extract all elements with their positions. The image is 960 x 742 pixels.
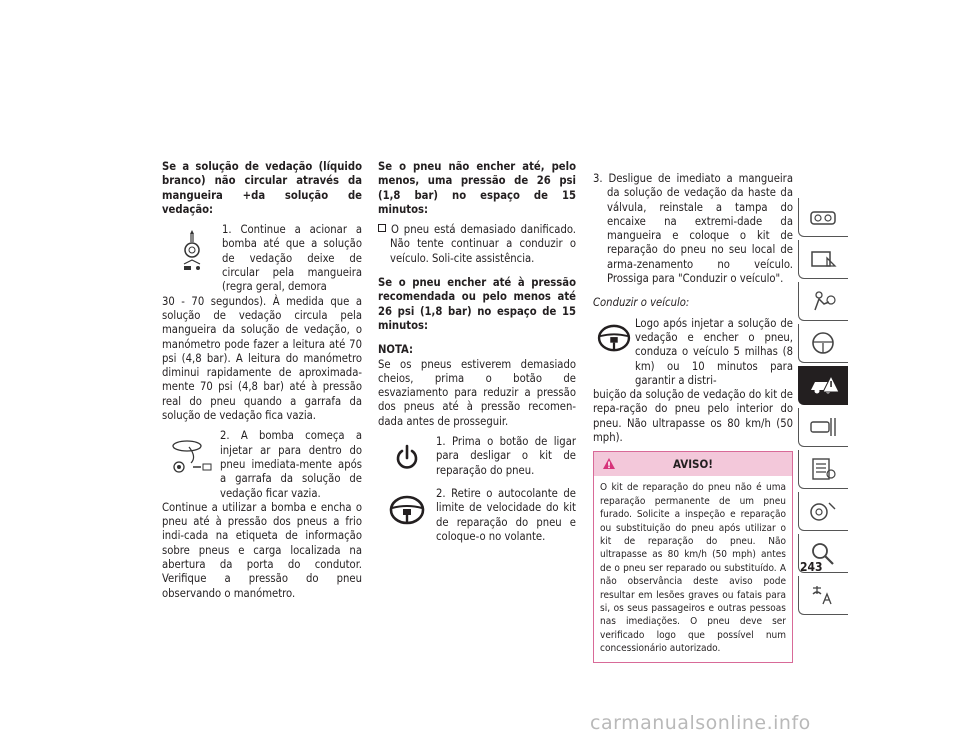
tab-safety[interactable] bbox=[798, 282, 848, 321]
language-icon bbox=[807, 582, 839, 608]
note-text: Se os pneus estiverem demasiado cheios, prima o botão de esvaziamento para reduzir a pressão dos pneus até à pressão recomen-dada antes de prosseguir. bbox=[378, 357, 576, 428]
col1-step2: 2. A bomba começa a injetar ar para dentro do pneu imediata-mente após a garrafa da solução de vedação ficar vazia. bbox=[162, 429, 362, 500]
column-1: Se a solução de vedação (líquido branco) não circular através da mangueira +da solução de vedação: 1. Continue a acionar a bomba até que a solução de vedação deixe de circular pela mangueira (regra geral, demora 30 - 70 segundos). À medida que a solução de vedação circula pela mangueira da solução de vedação, o manómetro pode fazer a leitura até 70 psi (4,8 bar). A leitura do manómetro diminui rapidamente de aproximada-mente 70 psi (4,8 bar) até à pressão real do pneu quando a garrafa da solução de vedação fica vazia. 2. A bomba começa a injetar ar para dentro do pneu imediata-mente após a garrafa da solução de vedação ficar vazia. Continue a utilizar a bomba e encha o pneu até à pressão dos pneus a frio indi-cada na etiqueta de informação sobre pneus e carga localizada na abertura da porta do condutor. Verifique a pressão do pneu observando o manómetro. bbox=[162, 160, 362, 600]
warning-header bbox=[594, 452, 792, 476]
steering-wheel-icon bbox=[593, 317, 635, 359]
multimedia-icon bbox=[807, 498, 839, 524]
warning-triangle-icon bbox=[602, 457, 616, 470]
chapter-tabs bbox=[798, 198, 848, 618]
search-icon bbox=[807, 540, 839, 566]
maintenance-list-icon bbox=[807, 456, 839, 482]
col1-step1: 1. Continue a acionar a bomba até que a solução de vedação deixe de circular pela mangueira (regra geral, demora bbox=[162, 223, 362, 294]
warning-lights-icon bbox=[807, 246, 839, 272]
tab-search[interactable] bbox=[798, 534, 848, 573]
page-number: 243 bbox=[800, 560, 823, 574]
steering-wheel-icon bbox=[807, 330, 839, 356]
power-button-icon bbox=[378, 435, 436, 481]
col2-heading-2: Se o pneu encher até à pressão recomendada ou pelo menos até 26 psi (1,8 bar) no espaço de 15 minutos: bbox=[378, 276, 576, 332]
tab-emergency[interactable] bbox=[798, 366, 848, 405]
tab-steering[interactable] bbox=[798, 324, 848, 363]
warning-title: AVISO! bbox=[672, 457, 714, 472]
bullet-square-icon bbox=[378, 224, 386, 232]
col2-step1: 1. Prima o botão de ligar para desligar o kit de reparação do pneu. bbox=[378, 435, 576, 481]
column-3: 3. Desligue de imediato a mangueira da solução de vedação da haste da válvula, reinstale a tampa do encaixe na extremi-dade da mangueira e coloque o kit de reparação do pneu no seu local de arma-zenamento no veículo. Prossiga para "Conduzir o veículo". Conduzir o veículo: Logo após injetar a solução de vedação e encher o pneu, conduza o veículo 5 milhas (8 km) ou 10 minutos para garantir a distri- buição da solução de vedação do kit de repa-ração do pneu pelo interior do pneu. Não ultrapasse os 80 km/h (50 mph). AVISO! O kit de reparação do pneu não é uma reparação permanente de um pneu furado. Solicite a inspeção e reparação ou substituição do pneu após utilizar o kit de reparação do pneu. Não ultrapasse as 80 km/h (50 mph) antes de o pneu ser reparado ou substituído. A não observância deste aviso pode resultar em lesões graves ou fatais para si, os seus passageiros e outras pessoas nas imediações. O pneu deve ser verificado logo que possível num concessionário autorizado. bbox=[593, 160, 793, 663]
col1-heading: Se a solução de vedação (líquido branco) não circular através da mangueira +da solução de vedação: bbox=[162, 160, 362, 216]
tab-language[interactable] bbox=[798, 576, 848, 615]
pump-air-icon bbox=[162, 429, 220, 485]
car-dashboard-icon bbox=[807, 204, 839, 230]
warning-text: O kit de reparação do pneu não é uma reparação permanente de um pneu furado. Solicite a inspeção e reparação ou substituição do pneu após utilizar o kit de reparação do pneu. Não ultrapasse as 80 km/h (50 mph) antes de o pneu ser reparado ou substituído. A não observância deste aviso pode resultar em lesões graves ou fatais para si, os seus passageiros e outras pessoas nas imediações. O pneu deve ser verificado logo que possível num concessionário autorizado. bbox=[600, 482, 786, 655]
tab-car-dashboard[interactable] bbox=[798, 198, 848, 237]
column-2 bbox=[378, 160, 576, 544]
steering-wheel-icon bbox=[378, 487, 436, 533]
watermark: carmanualsonline.info bbox=[590, 712, 811, 734]
pump-sealant-icon bbox=[162, 223, 222, 279]
warning-box bbox=[593, 451, 793, 662]
col3-step3: 3. Desligue de imediato a mangueira da solução de vedação da haste da válvula, reinstale a tampa do encaixe na extremi-dade da mangueira e coloque o kit de reparação do pneu no seu local de arma-zenamento no veículo. Prossiga para "Conduzir o veículo". bbox=[593, 172, 793, 286]
tab-maintenance[interactable] bbox=[798, 450, 848, 489]
col2-bullet: O pneu está demasiado danificado. Não tente continuar a conduzir o veículo. Soli-cite assistência. bbox=[378, 223, 576, 266]
emergency-icon bbox=[807, 372, 841, 398]
col2-heading: Se o pneu não encher até, pelo menos, uma pressão de 26 psi (1,8 bar) no espaço de 15 minutos: bbox=[378, 160, 576, 216]
drive-paragraph: Logo após injetar a solução de vedação e encher o pneu, conduza o veículo 5 milhas (8 km) ou 10 minutos para garantir a distri- bbox=[593, 317, 793, 388]
car-service-icon bbox=[807, 414, 839, 440]
safety-airbag-icon bbox=[807, 288, 839, 314]
tab-car-service[interactable] bbox=[798, 408, 848, 447]
col2-step2: 2. Retire o autocolante de limite de velocidade do kit de reparação do pneu e coloque-o no volante. bbox=[378, 487, 576, 544]
note-label: NOTA: bbox=[378, 343, 413, 357]
tab-warning-lights[interactable] bbox=[798, 240, 848, 279]
tab-multimedia[interactable] bbox=[798, 492, 848, 531]
drive-subheading: Conduzir o veículo: bbox=[593, 296, 690, 310]
